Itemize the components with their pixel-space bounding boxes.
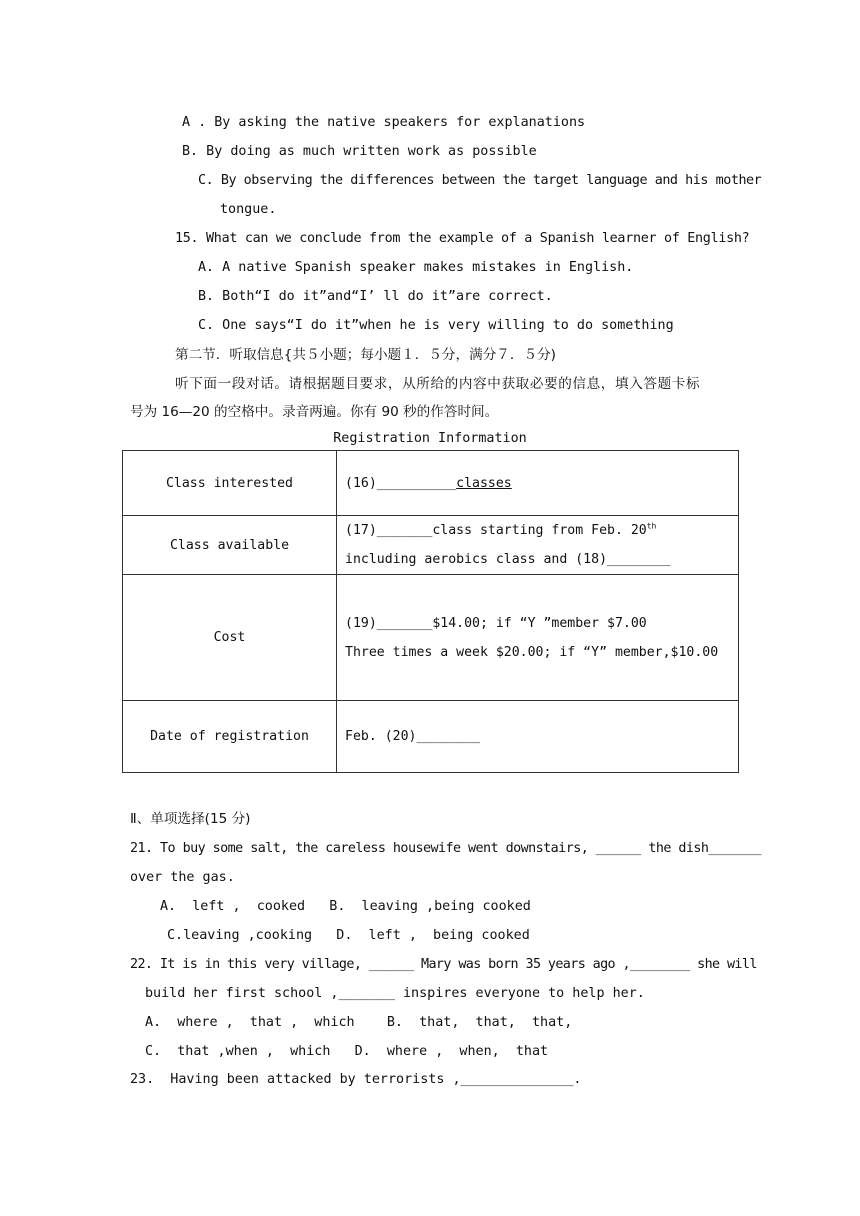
table-row [123,701,739,773]
q22-options-ab: A. where , that , which B. that, that, that, [145,1015,573,1030]
table-title: Registration Information [333,431,527,446]
blank-19-line: (19)_______$14.00; if “Y ”member $7.00 [345,615,647,631]
blank-16: __________ [376,475,457,491]
q15-option-c: C. One says“I do it”when he is very willing to do something [198,318,674,333]
q21-options-cd: C.leaving ,cooking D. left , being cooked [167,928,530,943]
blank-16-suffix: classes [456,475,512,491]
row-label-date-of-registration: Date of registration [123,701,337,773]
q15-question: 15. What can we conclude from the example of a Spanish learner of English? [175,231,750,246]
blank-16-number: (16) [345,475,377,491]
q21-line2: over the gas. [130,870,235,885]
registration-table [122,450,739,773]
row-label-class-interested: Class interested [123,451,337,516]
q21-line1: 21. To buy some salt, the careless housewife went downstairs, ______ the dish_______ [130,841,761,856]
section2-instructions-line2: 号为 16—20 的空格中。录音两遍。你有 90 秒的作答时间。 [130,404,499,420]
q14-option-b: B. By doing as much written work as possible [182,144,537,159]
q22-line1: 22. It is in this very village, ______ Mary was born 35 years ago ,________ she will [130,957,757,972]
section2-instructions-line1: 听下面一段对话。请根据题目要求，从所给的内容中获取必要的信息，填入答题卡标 [175,376,701,392]
section2-heading: 第二节．听取信息{共５小题；每小题１．５分，满分７．５分) [175,347,556,363]
q22-options-cd: C. that ,when , which D. where , when, that [145,1044,549,1059]
cost-three-times-line: Three times a week $20.00; if “Y” member,$10.00 [345,644,719,660]
table-row [123,516,739,575]
q15-option-a: A. A native Spanish speaker makes mistakes in English. [198,260,634,275]
table-row [123,575,739,701]
blank-18-line: including aerobics class and (18)________ [345,552,671,567]
blank-17-line: (17)_______class starting from Feb. 20 [345,523,647,538]
q15-option-b: B. Both“I do it”and“I’ ll do it”are correct. [198,289,553,304]
row-value-cost [337,575,739,701]
row-label-class-available: Class available [123,516,337,575]
table-row [123,451,739,516]
q14-option-a: A . By asking the native speakers for explanations [182,115,586,130]
part2-heading: Ⅱ、单项选择(15 分) [130,811,251,827]
q22-line2: build her first school ,_______ inspires everyone to help her. [145,986,645,1001]
row-value-class-available [337,516,739,575]
row-value-class-interested [337,451,739,516]
q14-option-c-line2: tongue. [220,202,277,217]
q14-option-c-line1: C. By observing the differences between the target language and his mother [198,173,762,188]
ordinal-suffix: th [646,521,657,531]
q21-options-ab: A. left , cooked B. leaving ,being cooked [160,899,531,914]
blank-20-line: Feb. (20)________ [337,701,739,773]
q23-line1: 23. Having been attacked by terrorists ,______________. [130,1072,582,1087]
row-label-cost: Cost [123,575,337,701]
